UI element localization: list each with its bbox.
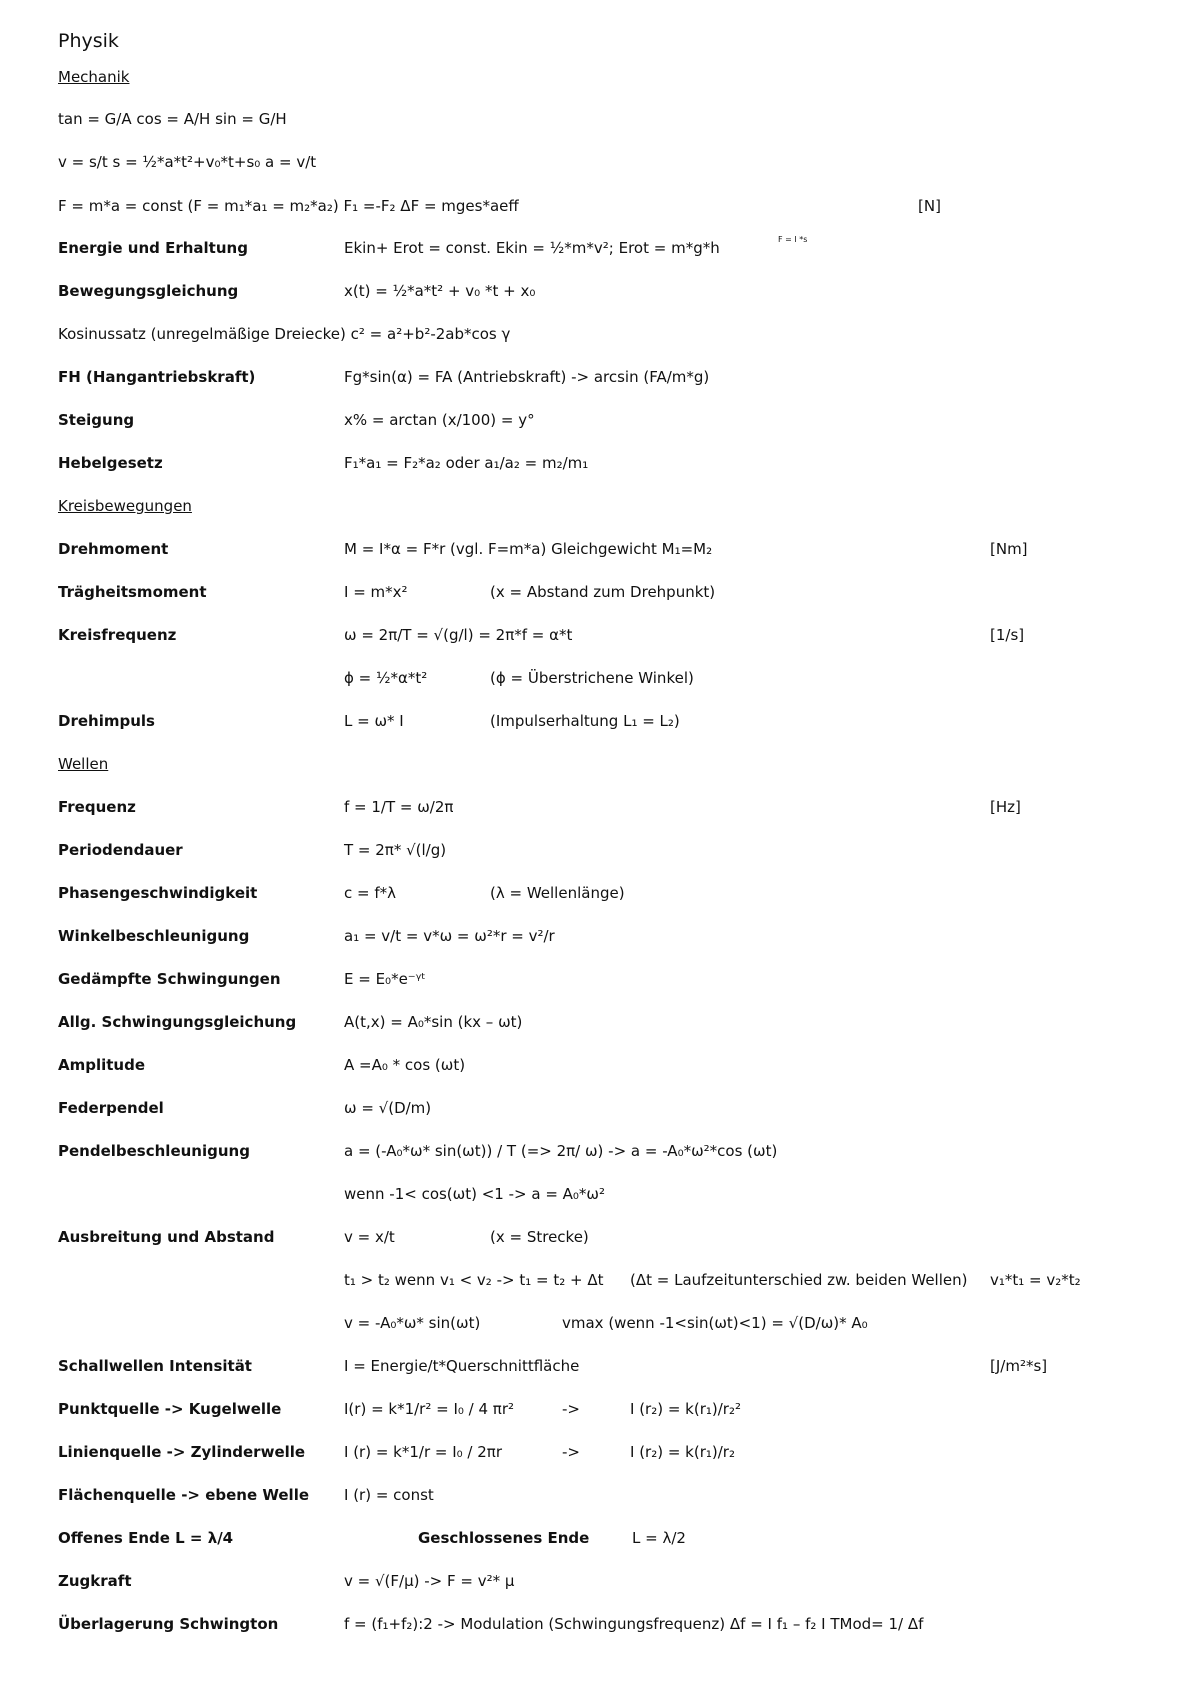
formula-row [0,1523,1200,1553]
formula-label: Flächenquelle -> ebene Welle [58,1486,310,1504]
formula-label: Amplitude [58,1056,146,1074]
formula-text: wenn -1< cos(ωt) <1 -> a = A₀*ω² [344,1185,605,1203]
formula-label: Frequenz [58,798,136,816]
formula-label: Trägheitsmoment [58,583,207,601]
formula-text: v₁*t₁ = v₂*t₂ [990,1271,1081,1289]
formula-text: F = I *s [778,235,808,244]
formula-text: x(t) = ½*a*t² + v₀ *t + x₀ [344,282,536,300]
formula-text: [Nm] [990,540,1028,558]
formula-text: I (r₂) = k(r₁)/r₂² [630,1400,741,1418]
formula-text: v = -A₀*ω* sin(ωt) [344,1314,481,1332]
formula-text: ω = 2π/T = √(g/l) = 2π*f = α*t [344,626,573,644]
formula-text: f = 1/T = ω/2π [344,798,454,816]
formula-label: tan = G/A cos = A/H sin = G/H [58,110,287,128]
formula-label: Bewegungsgleichung [58,282,239,300]
formula-text: I (r₂) = k(r₁)/r₂ [630,1443,735,1461]
formula-text: Fg*sin(α) = FA (Antriebskraft) -> arcsin (FA/m*g) [344,368,710,386]
formula-text: f = (f₁+f₂):2 -> Modulation (Schwingungsfrequenz) Δf = I f₁ – f₂ I TMod= 1/ Δf [344,1615,924,1633]
formula-label: Linienquelle -> Zylinderwelle [58,1443,306,1461]
formula-text: (Impulserhaltung L₁ = L₂) [490,712,680,730]
formula-label: Mechanik [58,68,130,86]
formula-text: (x = Strecke) [490,1228,589,1246]
formula-label: Ausbreitung und Abstand [58,1228,275,1246]
formula-label: Pendelbeschleunigung [58,1142,250,1160]
formula-label: FH (Hangantriebskraft) [58,368,256,386]
formula-label: F = m*a = const (F = m₁*a₁ = m₂*a₂) F₁ =-F₂ ΔF = mges*aeff [58,197,519,215]
formula-row [0,147,1200,177]
formula-label: Federpendel [58,1099,164,1117]
formula-text: I (r) = k*1/r = I₀ / 2πr [344,1443,502,1461]
formula-row [0,1179,1200,1209]
formula-row [0,1609,1200,1639]
formula-text: ϕ = ½*α*t² [344,669,428,687]
formula-label: Phasengeschwindigkeit [58,884,258,902]
formula-text: -> [562,1400,580,1418]
formula-label: Schallwellen Intensität [58,1357,252,1375]
formula-row [0,276,1200,306]
formula-label: Allg. Schwingungsgleichung [58,1013,297,1031]
page-title: Physik [58,30,119,52]
formula-text: v = √(F/μ) -> F = v²* μ [344,1572,515,1590]
formula-row [0,620,1200,650]
formula-row [0,1437,1200,1467]
formula-text: T = 2π* √(l/g) [344,841,447,859]
formula-row [0,362,1200,392]
formula-row [0,577,1200,607]
formula-row [0,104,1200,134]
formula-text: F₁*a₁ = F₂*a₂ oder a₁/a₂ = m₂/m₁ [344,454,589,472]
formula-row [0,1394,1200,1424]
formula-label: Punktquelle -> Kugelwelle [58,1400,282,1418]
formula-text: L = ω* I [344,712,404,730]
formula-text: I(r) = k*1/r² = I₀ / 4 πr² [344,1400,515,1418]
formula-row [0,191,1200,221]
formula-text: I = m*x² [344,583,408,601]
formula-row [0,792,1200,822]
formula-label: Periodendauer [58,841,183,859]
formula-text: (λ = Wellenlänge) [490,884,625,902]
formula-label: Gedämpfte Schwingungen [58,970,281,988]
formula-text: (Δt = Laufzeitunterschied zw. beiden Wellen) [630,1271,968,1289]
formula-row [0,921,1200,951]
formula-row [0,706,1200,736]
formula-row [0,1265,1200,1295]
formula-row [0,1136,1200,1166]
formula-row [0,835,1200,865]
formula-row [0,233,1200,263]
formula-text: c = f*λ [344,884,397,902]
formula-label: Drehimpuls [58,712,155,730]
formula-text: E = E₀*e⁻ᵞᵗ [344,970,426,988]
formula-row [0,62,1200,92]
formula-row [0,1050,1200,1080]
formula-label: Hebelgesetz [58,454,163,472]
formula-text: Geschlossenes Ende [418,1529,590,1547]
formula-row [0,319,1200,349]
formula-row [0,663,1200,693]
formula-row [0,1566,1200,1596]
formula-label: Überlagerung Schwington [58,1615,279,1633]
formula-label: v = s/t s = ½*a*t²+v₀*t+s₀ a = v/t [58,153,317,171]
formula-text: (ϕ = Überstrichene Winkel) [490,669,694,687]
formula-row [0,749,1200,779]
formula-row [0,534,1200,564]
formula-row [0,1480,1200,1510]
formula-text: A =A₀ * cos (ωt) [344,1056,466,1074]
formula-row [0,405,1200,435]
formula-row [0,1351,1200,1381]
formula-text: M = I*α = F*r (vgl. F=m*a) Gleichgewicht M₁=M₂ [344,540,713,558]
formula-row [0,491,1200,521]
formula-label: Kosinussatz (unregelmäßige Dreiecke) c² = a²+b²-2ab*cos γ [58,325,511,343]
formula-label: Steigung [58,411,135,429]
formula-text: vmax (wenn -1<sin(ωt)<1) = √(D/ω)* A₀ [562,1314,868,1332]
formula-text: a₁ = v/t = v*ω = ω²*r = v²/r [344,927,555,945]
formula-label: Energie und Erhaltung [58,239,248,257]
formula-row [0,448,1200,478]
formula-text: A(t,x) = A₀*sin (kx – ωt) [344,1013,523,1031]
formula-label: Offenes Ende L = λ/4 [58,1529,234,1547]
formula-row [0,1222,1200,1252]
formula-text: (x = Abstand zum Drehpunkt) [490,583,716,601]
formula-text: I = Energie/t*Querschnittfläche [344,1357,580,1375]
formula-text: v = x/t [344,1228,395,1246]
formula-label: Winkelbeschleunigung [58,927,250,945]
formula-row [0,1007,1200,1037]
formula-text: Ekin+ Erot = const. Ekin = ½*m*v²; Erot = m*g*h [344,239,720,257]
formula-text: I (r) = const [344,1486,434,1504]
formula-text: L = λ/2 [632,1529,686,1547]
formula-row [0,1093,1200,1123]
formula-text: [Hz] [990,798,1021,816]
formula-text: [J/m²*s] [990,1357,1048,1375]
formula-label: Kreisbewegungen [58,497,192,515]
formula-row [0,878,1200,908]
formula-label: Kreisfrequenz [58,626,177,644]
formula-row [0,1308,1200,1338]
formula-text: [N] [918,197,941,215]
formula-label: Wellen [58,755,109,773]
formula-row [0,964,1200,994]
formula-text: ω = √(D/m) [344,1099,432,1117]
formula-text: x% = arctan (x/100) = y° [344,411,535,429]
formula-label: Zugkraft [58,1572,132,1590]
formula-text: a = (-A₀*ω* sin(ωt)) / T (=> 2π/ ω) -> a = -A₀*ω²*cos (ωt) [344,1142,778,1160]
formula-text: -> [562,1443,580,1461]
formula-text: [1/s] [990,626,1025,644]
formula-text: t₁ > t₂ wenn v₁ < v₂ -> t₁ = t₂ + Δt [344,1271,604,1289]
formula-label: Drehmoment [58,540,169,558]
